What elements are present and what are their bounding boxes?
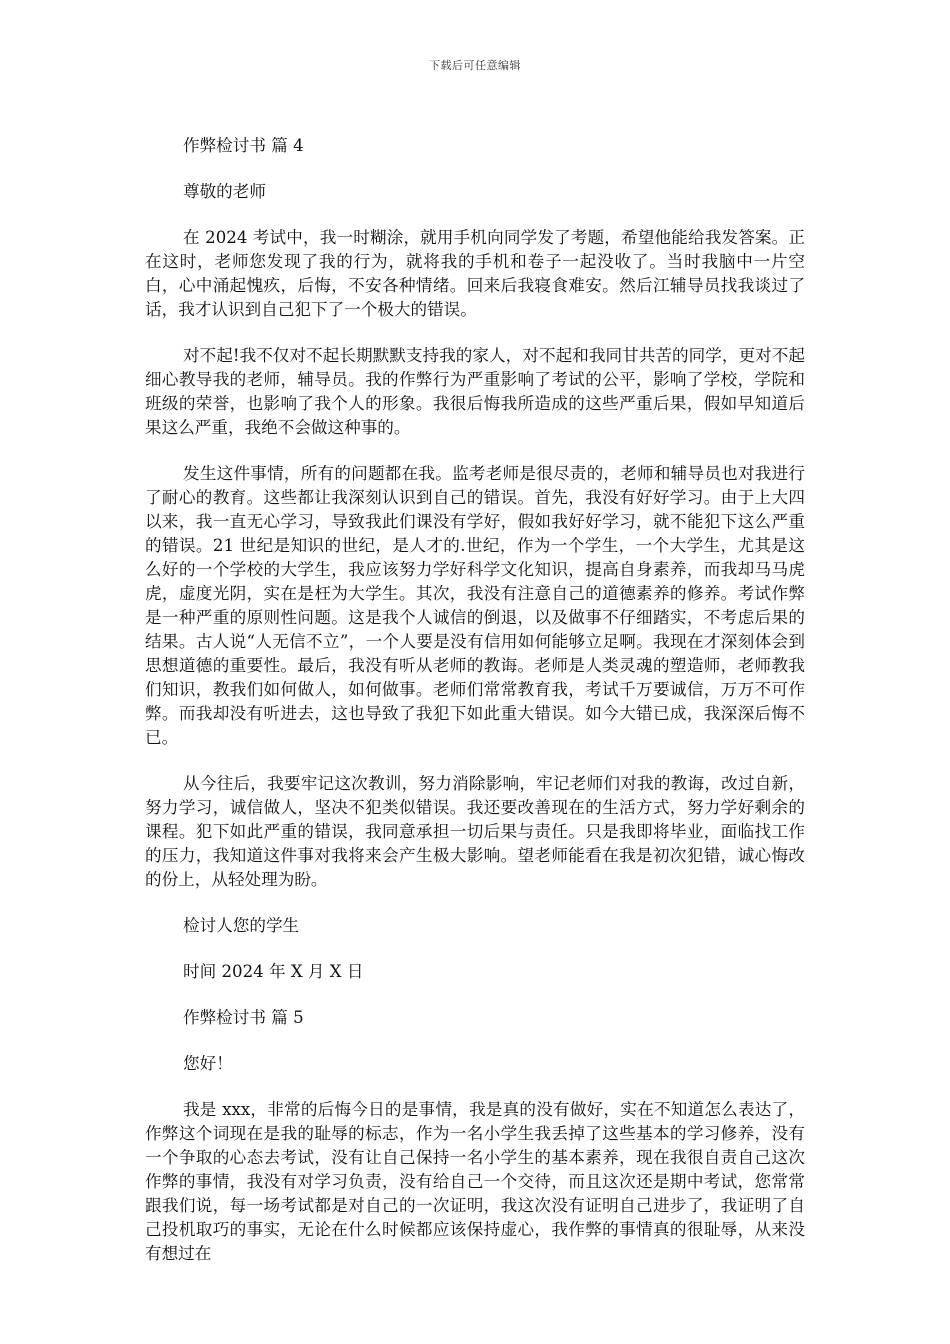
paragraph: 对不起!我不仅对不起长期默默支持我的家人，对不起和我同甘共苦的同学，更对不起细心教导我的老师，辅导员。我的作弊行为严重影响了考试的公平，影响了学校，学院和班级的荣誉，也影响了我个人的形象。我很后悔我所造成的这些严重后果，假如早知道后果这么严重，我绝不会做这种事的。 bbox=[145, 346, 805, 437]
section-title: 作弊检讨书 篇 4 bbox=[183, 136, 304, 155]
paragraph: 在 2024 考试中，我一时糊涂，就用手机向同学发了考题，希望他能给我发答案。正在这时，老师您发现了我的行为，就将我的手机和卷子一起没收了。当时我脑中一片空白，心中涌起愧疚，后悔，不安各种情绪。回来后我寝食难安。然后江辅导员找我谈过了话，我才认识到自己犯下了一个极大的错误。 bbox=[145, 228, 805, 319]
document-body bbox=[145, 134, 805, 1266]
salutation: 尊敬的老师 bbox=[183, 182, 266, 201]
paragraph: 发生这件事情，所有的问题都在我。监考老师是很尽责的，老师和辅导员也对我进行了耐心的教育。这些都让我深刻认识到自己的错误。首先，我没有好好学习。由于上大四以来，我一直无心学习，导致我此们课没有学好，假如我好好学习，就不能犯下这么严重的错误。21 世纪是知识的世纪，是人才的.世纪，作为一个学生，一个大学生，尤其是这么好的一个学校的大学生，我应该努力学好科学文化知识，提高自身素养，而我却马马虎虎，虚度光阴，实在是枉为大学生。其次，我没有注意自己的道德素养的修养。考试作弊是一种严重的原则性问题。这是我个人诚信的倒退，以及做事不仔细踏实，不考虑后果的结果。古人说“人无信不立”，一个人要是没有信用如何能够立足啊。我现在才深刻体会到思想道德的重要性。最后，我没有听从老师的教诲。老师是人类灵魂的塑造师，老师教我们知识，教我们如何做人，如何做事。老师们常常教育我，考试千万要诚信，万万不可作弊。而我却没有听进去，这也导致了我犯下如此重大错误。如今大错已成，我深深后悔不已。 bbox=[145, 464, 805, 747]
salutation: 您好！ bbox=[183, 1054, 233, 1073]
section-title: 作弊检讨书 篇 5 bbox=[183, 1008, 304, 1027]
paragraph: 从今往后，我要牢记这次教训，努力消除影响，牢记老师们对我的教诲，改过自新，努力学习，诚信做人，坚决不犯类似错误。我还要改善现在的生活方式，努力学好剩余的课程。犯下如此严重的错误，我同意承担一切后果与责任。只是我即将毕业，面临找工作的压力，我知道这件事对我将来会产生极大影响。望老师能看在我是初次犯错，诚心悔改的份上，从轻处理为盼。 bbox=[145, 774, 805, 889]
signature: 检讨人您的学生 bbox=[183, 916, 300, 935]
header-note: 下载后可任意编辑 bbox=[429, 59, 521, 72]
paragraph: 我是 xxx，非常的后悔今日的是事情，我是真的没有做好，实在不知道怎么表达了，作弊这个词现在是我的耻辱的标志，作为一名小学生我丢掉了这些基本的学习修养，没有一个争取的心态去考试，没有让自己保持一名小学生的基本素养，现在我很自责自己这次作弊的事情，我没有对学习负责，没有给自己一个交待，而且这次还是期中考试，您常常跟我们说，每一场考试都是对自己的一次证明，我这次没有证明自己进步了，我证明了自己投机取巧的事实，无论在什么时候都应该保持虚心，我作弊的事情真的很耻辱，从来没有想过在 bbox=[145, 1100, 805, 1263]
date-line: 时间 2024 年 X 月 X 日 bbox=[183, 962, 364, 981]
